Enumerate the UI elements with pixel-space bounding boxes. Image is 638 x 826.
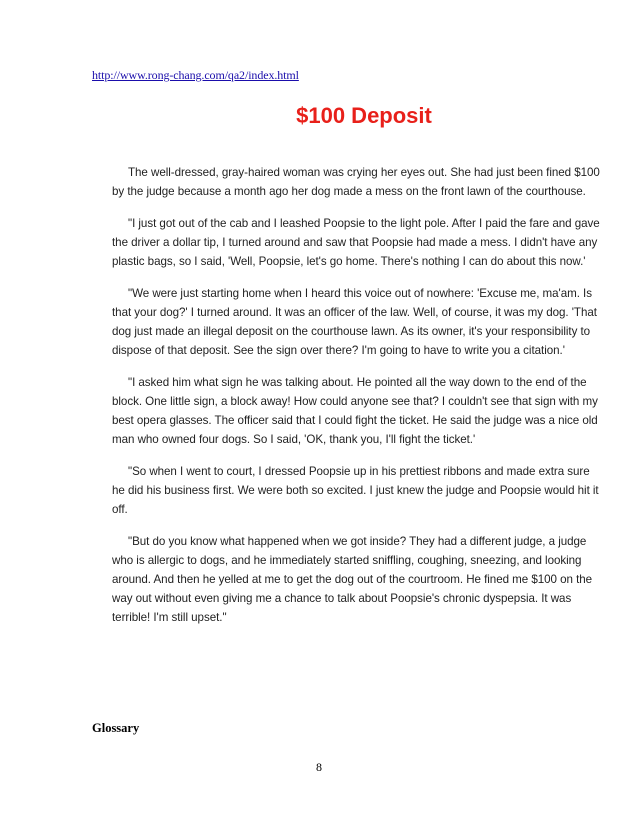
source-url-link[interactable]: http://www.rong-chang.com/qa2/index.html [92, 68, 299, 82]
story-paragraph-6: "But do you know what happened when we got inside? They had a different judge, a judge who is allergic to dogs, and he immediately started sniffling, coughing, sneezing, and looking around. And then he yelled at me to get the dog out of the courtroom. He fined me $100 on the way out without even giving me a chance to talk about Poopsie's chronic dyspepsia. It was terrible! I'm still upset." [112, 535, 593, 624]
page-number: 8 [316, 760, 322, 774]
story-paragraph-5: "So when I went to court, I dressed Poopsie up in his prettiest ribbons and made extra sure he did his business first. We were both so excited. I just knew the judge and Poopsie would hit it off. [112, 465, 599, 516]
story-paragraph-1: The well-dressed, gray-haired woman was crying her eyes out. She had just been fined $100 by the judge because a month ago her dog made a mess on the front lawn of the courthouse. [112, 166, 600, 198]
story-title: $100 Deposit [296, 103, 432, 128]
story-paragraph-2: "I just got out of the cab and I leashed Poopsie to the light pole. After I paid the fare and gave the driver a dollar tip, I turned around and saw that Poopsie had made a mess. I didn't have any plastic bags, so I said, 'Well, Poopsie, let's go home. There's nothing I can do about this now.' [112, 217, 600, 268]
story-paragraph-4: "I asked him what sign he was talking about. He pointed all the way down to the end of the block. One little sign, a block away! How could anyone see that? I couldn't see that sign with my best opera glasses. The officer said that I could fight the ticket. He said the judge was a nice old man who owned four dogs. So I said, 'OK, thank you, I'll fight the ticket.' [112, 376, 598, 446]
story-body [112, 163, 600, 640]
story-paragraph-3: "We were just starting home when I heard this voice out of nowhere: 'Excuse me, ma'am. Is that your dog?' I turned around. It was an officer of the law. Well, of course, it was my dog. 'That dog just made an illegal deposit on the courthouse lawn. As its owner, it's your responsibility to dispose of that deposit. See the sign over there? I'm going to have to write you a citation.' [112, 287, 597, 357]
glossary-heading: Glossary [92, 721, 140, 735]
